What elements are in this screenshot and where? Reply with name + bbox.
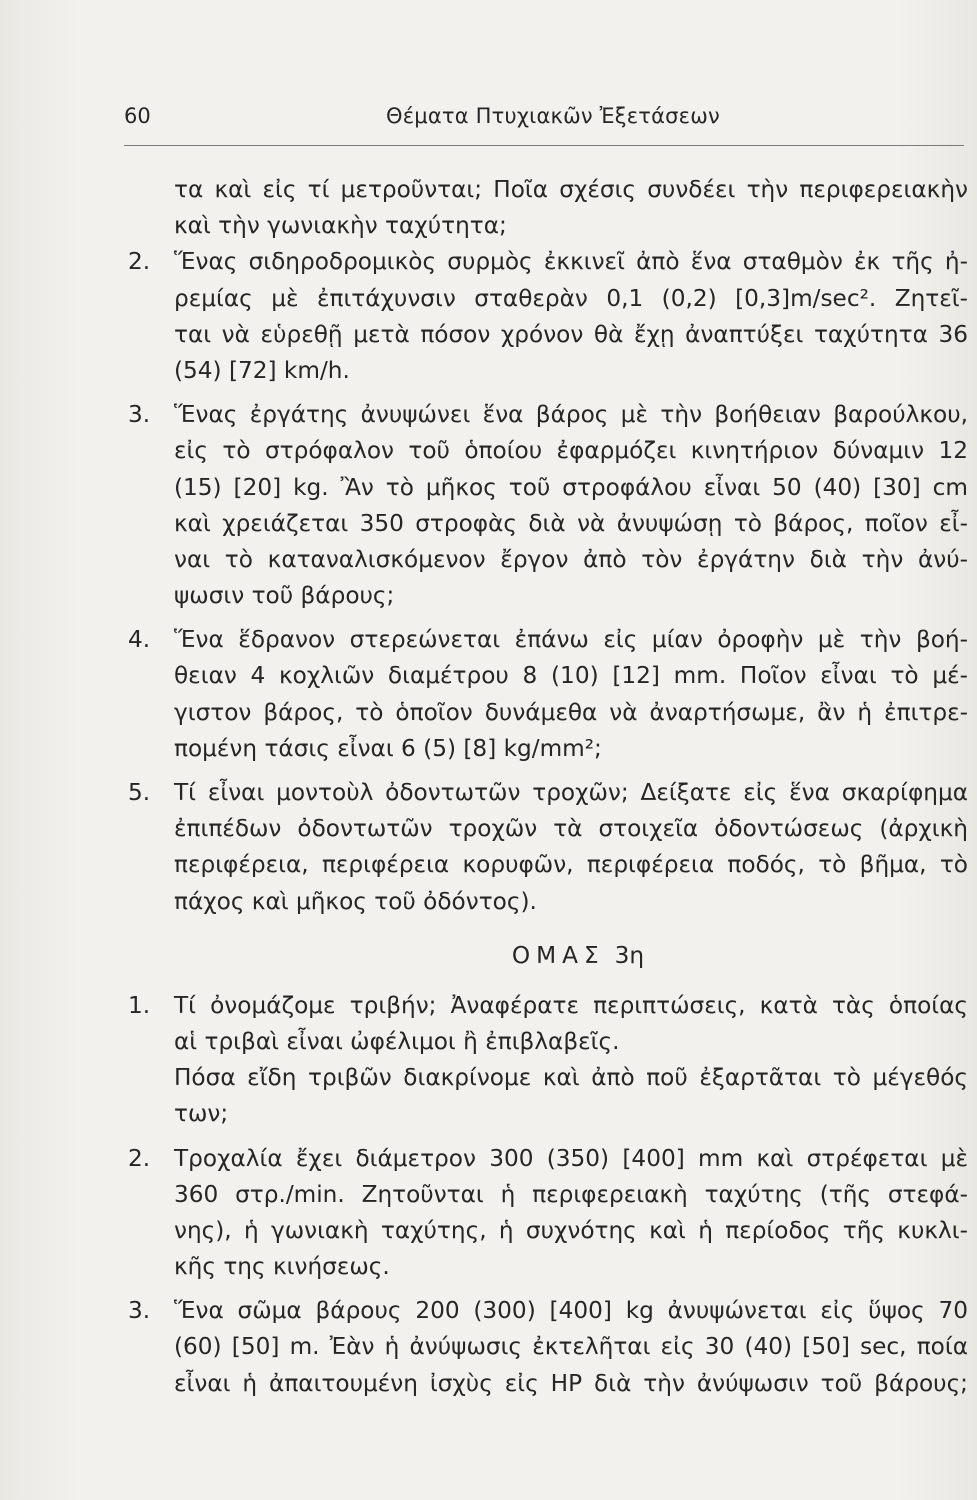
question-number: 3. bbox=[128, 401, 151, 429]
question-number: 3. bbox=[128, 1297, 151, 1325]
text-line: εἶναι ἡ ἀπαιτουμένη ἰσχὺς εἰς HP διὰ τὴν ἀνύψωσιν τοῦ βάρους; bbox=[174, 1369, 968, 1397]
group-question-2 bbox=[128, 1141, 968, 1286]
text-line: καὶ χρειάζεται 350 στροφὰς διὰ νὰ ἀνυψώσῃ τὸ βάρος, ποῖον εἶ- bbox=[174, 509, 968, 537]
text-line: ψωσιν τοῦ βάρους; bbox=[174, 582, 395, 610]
group-question-3 bbox=[128, 1293, 968, 1402]
question-2 bbox=[128, 244, 968, 389]
text-line: πάχος καὶ μῆκος τοῦ ὀδόντος). bbox=[174, 887, 537, 915]
text-line: πομένη τάσις εἶναι 6 (5) [8] kg/mm²; bbox=[174, 734, 602, 762]
text-line: ναι τὸ καταναλισκόμενον ἔργον ἀπὸ τὸν ἐργάτην διὰ τὴν ἀνύ- bbox=[174, 545, 968, 573]
continuation-paragraph bbox=[128, 172, 968, 244]
question-number: 4. bbox=[128, 626, 151, 654]
question-number: 1. bbox=[128, 991, 151, 1019]
text-line: περιφέρεια, περιφέρεια κορυφῶν, περιφέρεια ποδός, τὸ βῆμα, τὸ bbox=[174, 851, 968, 879]
text-line: Ἕνα σῶμα βάρους 200 (300) [400] kg ἀνυψώνεται εἰς ὕψος 70 bbox=[174, 1297, 968, 1325]
text-line: ται νὰ εὑρεθῇ μετὰ πόσον χρόνον θὰ ἔχῃ ἀναπτύξει ταχύτητα 36 bbox=[174, 320, 968, 348]
text-line: νης), ἡ γωνιακὴ ταχύτης, ἡ συχνότης καὶ ἡ περίοδος τῆς κυκλι- bbox=[174, 1216, 968, 1244]
text-line: Τροχαλία ἔχει διάμετρον 300 (350) [400] mm καὶ στρέφεται μὲ bbox=[174, 1144, 968, 1172]
question-number: 2. bbox=[128, 1144, 151, 1172]
text-line: Ἕνα ἕδρανον στερεώνεται ἐπάνω εἰς μίαν ὀροφὴν μὲ τὴν βοή- bbox=[174, 626, 968, 654]
group-heading-suffix: 3η bbox=[614, 941, 645, 969]
text-line: Ἕνας σιδηροδρομικὸς συρμὸς ἐκκινεῖ ἀπὸ ἕνα σταθμὸν ἐκ τῆς ἠ- bbox=[174, 248, 968, 276]
text-line: (54) [72] km/h. bbox=[174, 356, 350, 384]
text-line: Τί ὀνομάζομε τριβήν; Ἀναφέρατε περιπτώσεις, κατὰ τὰς ὁποίας bbox=[174, 991, 968, 1019]
text-line: αἱ τριβαὶ εἶναι ὠφέλιμοι ἢ ἐπιβλαβεῖς. bbox=[174, 1027, 620, 1055]
page-number: 60 bbox=[124, 104, 151, 128]
text-line: θειαν 4 κοχλιῶν διαμέτρου 8 (10) [12] mm. Ποῖον εἶναι τὸ μέ- bbox=[174, 662, 968, 690]
page-header bbox=[124, 104, 964, 144]
text-line: Ἕνας ἐργάτης ἀνυψώνει ἕνα βάρος μὲ τὴν βοήθειαν βαρούλκου, bbox=[174, 401, 968, 429]
text-line: ρεμίας μὲ ἐπιτάχυνσιν σταθερὰν 0,1 (0,2) [0,3]m/sec². Ζητεῖ- bbox=[174, 284, 968, 312]
running-title: Θέματα Πτυχιακῶν Ἐξετάσεων bbox=[386, 104, 720, 128]
header-rule bbox=[124, 145, 964, 146]
question-3 bbox=[128, 397, 968, 614]
text-line: των; bbox=[174, 1100, 229, 1128]
text-line: 360 στρ./min. Ζητοῦνται ἡ περιφερειακὴ ταχύτης (τῆς στεφά- bbox=[174, 1180, 968, 1208]
text-line: ἐπιπέδων ὀδοντωτῶν τροχῶν τὰ στοιχεῖα ὀδοντώσεως (ἀρχικὴ bbox=[174, 815, 968, 843]
question-4 bbox=[128, 622, 968, 767]
group-question-1 bbox=[128, 988, 968, 1133]
group-heading-title: ΟΜΑΣ bbox=[511, 941, 605, 969]
text-line: καὶ τὴν γωνιακὴν ταχύτητα; bbox=[174, 212, 507, 240]
text-line: Πόσα εἴδη τριβῶν διακρίνομε καὶ ἀπὸ ποῦ ἐξαρτᾶται τὸ μέγεθός bbox=[174, 1064, 968, 1092]
text-line: γιστον βάρος, τὸ ὁποῖον δυνάμεθα νὰ ἀναρτήσωμε, ἂν ἡ ἐπιτρε- bbox=[174, 698, 968, 726]
text-line: εἰς τὸ στρόφαλον τοῦ ὁποίου ἐφαρμόζει κινητήριον δύναμιν 12 bbox=[174, 437, 968, 465]
body-text bbox=[128, 172, 968, 1402]
text-line: Τί εἶναι μοντοὺλ ὀδοντωτῶν τροχῶν; Δείξατε εἰς ἕνα σκαρίφημα bbox=[174, 779, 968, 806]
text-line: κῆς της κινήσεως. bbox=[174, 1253, 390, 1281]
text-line: τα καὶ εἰς τί μετροῦνται; Ποῖα σχέσις συνδέει τὴν περιφερειακὴν bbox=[174, 176, 968, 203]
text-line: (60) [50] m. Ἐὰν ἡ ἀνύψωσις ἐκτελῆται εἰς 30 (40) [50] sec, ποία bbox=[174, 1333, 968, 1361]
group-heading bbox=[188, 932, 968, 980]
question-5 bbox=[128, 775, 968, 920]
text-line: (15) [20] kg. Ἂν τὸ μῆκος τοῦ στροφάλου εἶναι 50 (40) [30] cm bbox=[174, 473, 968, 501]
question-number: 2. bbox=[128, 248, 151, 276]
question-number: 5. bbox=[128, 779, 151, 806]
